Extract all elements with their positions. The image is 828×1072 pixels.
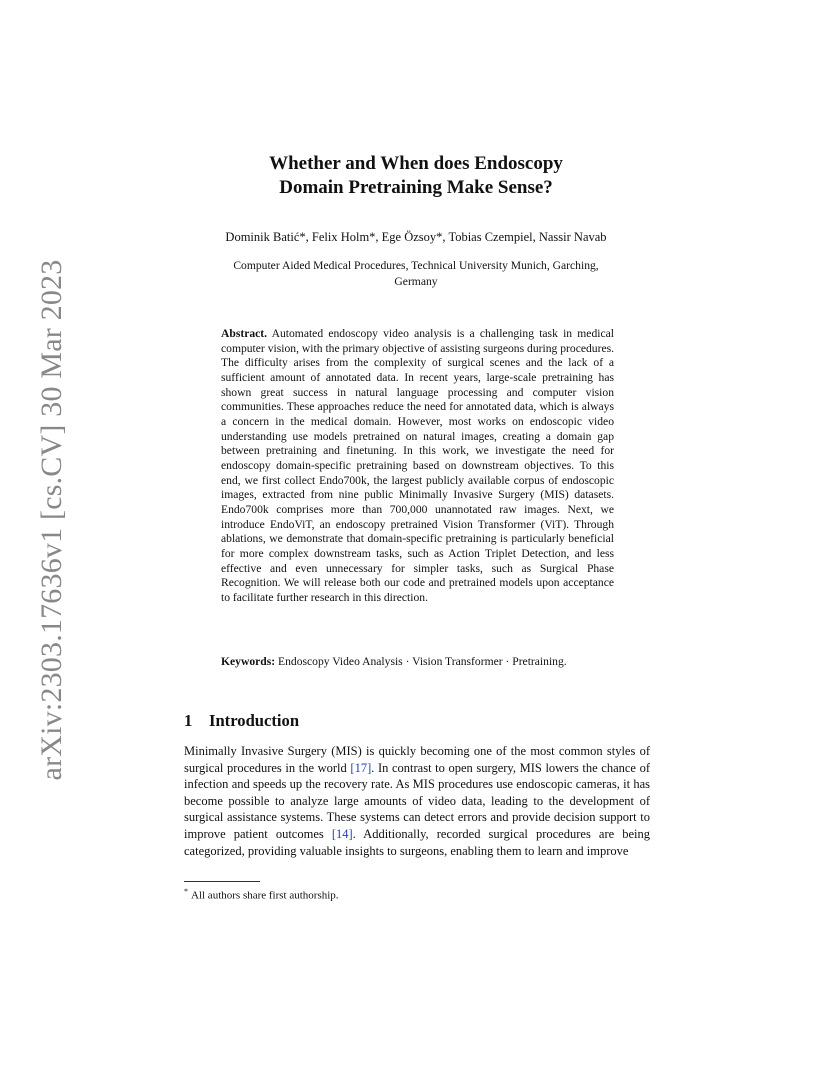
author-list: Dominik Batić*, Felix Holm*, Ege Özsoy*, Tobias Czempiel, Nassir Navab [225,230,607,244]
paper-title [184,152,648,200]
arxiv-identifier: arXiv:2303.17636v1 [cs.CV] 30 Mar 2023 [35,259,68,781]
footnote-mark: * [184,887,188,896]
paper-title-line-2: Domain Pretraining Make Sense? [279,177,553,198]
keywords-label: Keywords: [221,655,276,668]
citation-link-14[interactable]: [14] [331,826,353,841]
section-heading-introduction [184,711,299,731]
intro-text-3: . Additionally, recorded surgical procedures are being categorized, providing valuable insights to surgeons, enabling them to learn and improve [184,826,651,858]
affiliation-line-2: Germany [394,275,438,288]
section-number: 1 [184,711,193,730]
footnote [184,884,650,904]
abstract-text: Automated endoscopy video analysis is a challenging task in medical computer vision, with the primary objective of assisting surgeons during procedures. The difficulty arises from the complexity of surgical scenes and the lack of a sufficient amount of annotated data. In recent years, large-scale pretraining has shown great success in natural language processing and computer vision communities. These approaches reduce the need for annotated data, which is always a concern in the medical domain. However, most works on endoscopic video understanding use models pretrained on natural images, creating a domain gap between pretraining and finetuning. In this work, we investigate the need for endoscopy domain-specific pretraining based on downstream objectives. To this end, we first collect Endo700k, the largest publicly available corpus of endoscopic images, extracted from nine public Minimally Invasive Surgery (MIS) datasets. Endo700k comprises more than 700,000 unannotated raw images. Next, we introduce EndoViT, an endoscopy pretrained Vision Transformer (ViT). Through ablations, we demonstrate that domain-specific pretraining is particularly beneficial for more complex downstream tasks, such as Action Triplet Detection, and less effective and even unnecessary for simpler tasks, such as Surgical Phase Recognition. We will release both our code and pretrained models upon acceptance to facilitate further research in this direction. [221,327,614,604]
intro-text-2: . In contrast to open surgery, MIS lowers the chance of infection and speeds up the recovery rate. As MIS procedures use endoscopic cameras, it has become possible to analyze large amounts of video data, leading to the development of surgical assistance systems. These systems can detect errors and provide decision support to improve patient outcomes [184,760,650,841]
intro-text-1: Minimally Invasive Surgery (MIS) is quickly becoming one of the most common styles of surgical procedures in the world [184,744,650,775]
introduction-paragraph [184,743,650,859]
citation-link-17[interactable]: [17] [350,760,372,775]
paper-title-line-1: Whether and When does Endoscopy [269,153,563,174]
keywords-text: Endoscopy Video Analysis · Vision Transformer · Pretraining. [278,655,567,668]
abstract [221,327,614,605]
affiliation-line-1: Computer Aided Medical Procedures, Technical University Munich, Garching, [233,259,599,272]
abstract-label: Abstract. [221,327,268,340]
keywords [221,654,614,669]
footnote-divider [184,881,260,882]
footnote-text: All authors share first authorship. [191,889,339,902]
affiliation [184,258,648,290]
section-title: Introduction [209,711,300,730]
